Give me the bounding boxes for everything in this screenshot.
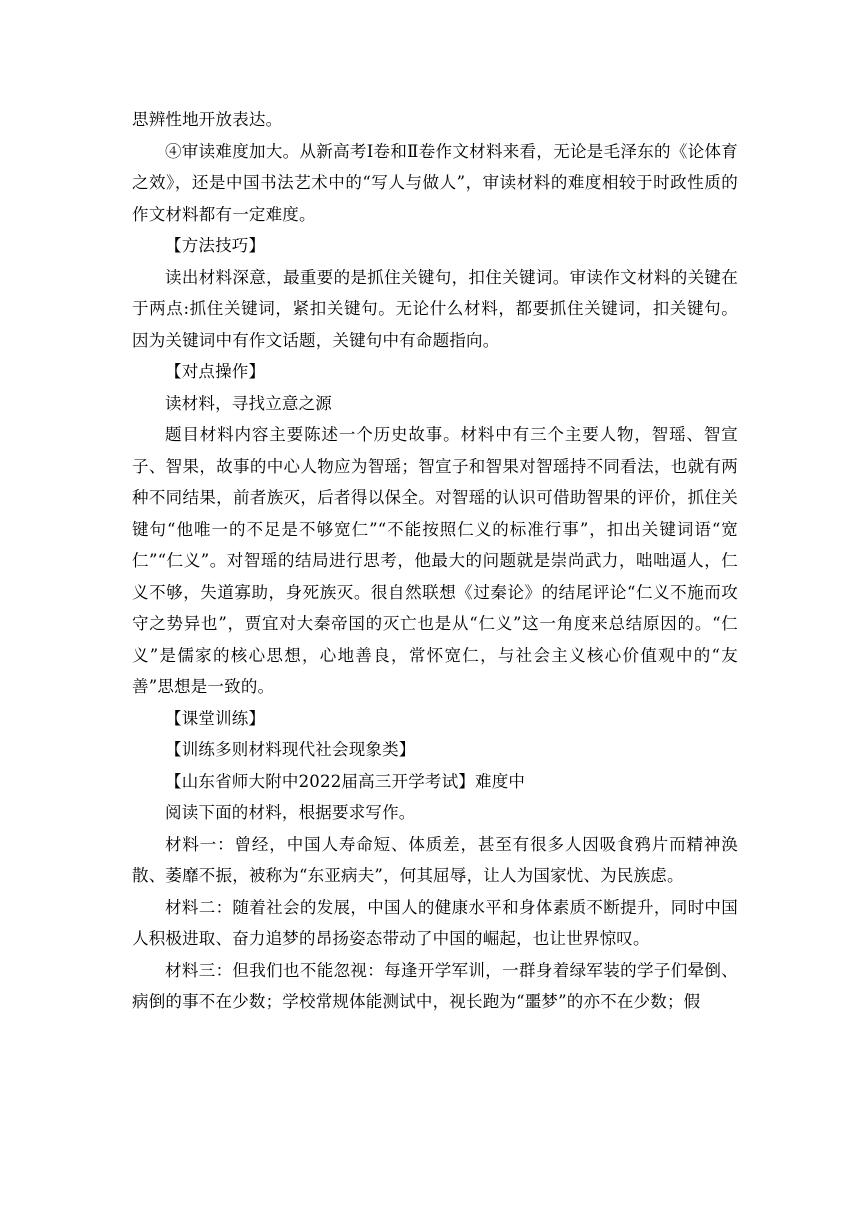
paragraph-method-skills: 读出材料深意，最重要的是抓住关键句，扣住关键词。审读作文材料的关键在于两点:抓住关键词，紧扣关键句。无论什么材料，都要抓住关键词，扣关键句。因为关键词中有作文话题，关键句中有命题指向。 [132,267,738,350]
heading-targeted-practice: 【对点操作】 [165,362,266,381]
document-page [132,104,738,1018]
heading-method-skills: 【方法技巧】 [165,236,266,255]
material-one: 材料一：曾经，中国人寿命短、体质差，甚至有很多人因吸食鸦片而精神涣散、萎靡不振，被称为“东亚病夫”，何其屈辱，让人为国家忧、为民族虑。 [132,834,738,885]
material-two: 材料二：随着社会的发展，中国人的健康水平和身体素质不断提升，同时中国人积极进取、奋力追梦的昂扬姿态带动了中国的崛起，也让世界惊叹。 [132,897,738,948]
paragraph-conclusion-line: 思辨性地开放表达。 [132,110,283,129]
subheading-read-material: 读材料，寻找立意之源 [165,393,332,413]
heading-classroom-training: 【课堂训练】 [165,708,266,728]
instruction-line: 阅读下面的材料，根据要求写作。 [165,803,416,822]
exam-source-line: 【山东省师大附中2022届高三开学考试】难度中 [165,771,526,791]
material-three: 材料三：但我们也不能忽视：每逢开学军训，一群身着绿军装的学子们晕倒、病倒的事不在少数；学校常规体能测试中，视长跑为“噩梦”的亦不在少数；假 [132,960,738,1011]
paragraph-point-four: ④审读难度加大。从新高考Ⅰ卷和Ⅱ卷作文材料来看，无论是毛泽东的《论体育之效》，还是中国书法艺术中的“写人与做人”，审读材料的难度相较于时政性质的作文材料都有一定难度。 [132,141,738,224]
heading-training-type: 【训练多则材料现代社会现象类】 [165,740,416,759]
paragraph-analysis: 题目材料内容主要陈述一个历史故事。材料中有三个主要人物，智瑶、智宣子、智果，故事的中心人物应为智瑶；智宣子和智果对智瑶持不同看法，也就有两种不同结果，前者族灭，后者得以保全。对智瑶的认识可借助智果的评价，抓住关键句“他唯一的不足是不够宽仁”“不能按照仁义的标准行事”，扣出关键词语“宽仁”“仁义”。对智瑶的结局进行思考，他最大的问题就是崇尚武力，咄咄逼人，仁义不够，失道寡助，身死族灭。很自然联想《过秦论》的结尾评论“仁义不施而攻守之势异也”，贾宜对大秦帝国的灭亡也是从“仁义”这一角度来总结原因的。“仁义”是儒家的核心思想，心地善良，常怀宽仁，与社会主义核心价值观中的“友善”思想是一致的。 [132,425,738,696]
